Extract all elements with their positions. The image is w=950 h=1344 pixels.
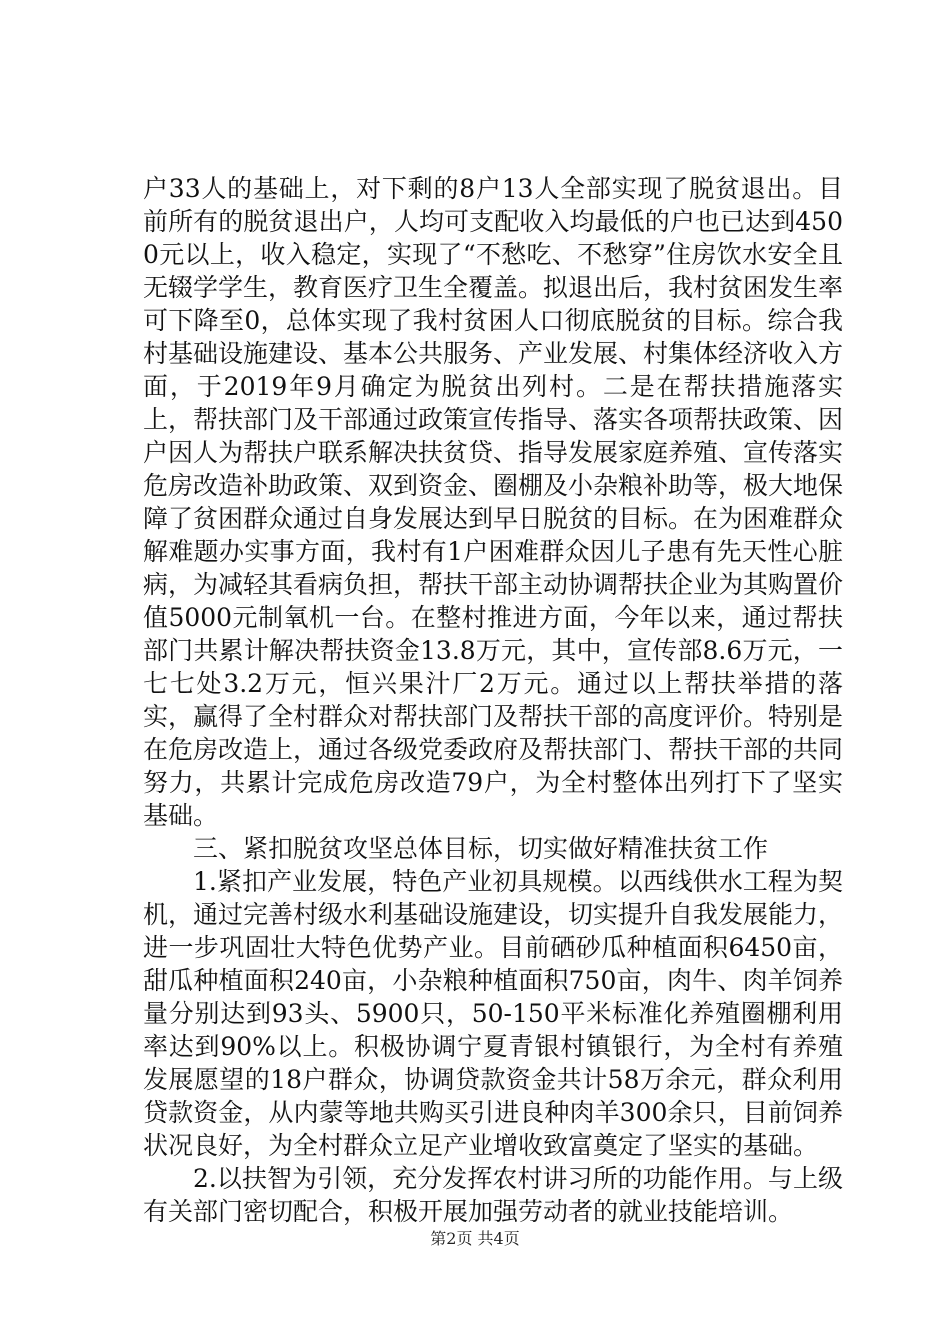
section-heading: 三、紧扣脱贫攻坚总体目标，切实做好精准扶贫工作 [193, 834, 769, 863]
page-number-footer: 第2页 共4页 [430, 1229, 520, 1248]
document-body [143, 172, 843, 1228]
paragraph-item-2: 2.以扶智为引领，充分发挥农村讲习所的功能作用。与上级有关部门密切配合，积极开展加强劳动者的就业技能培训。 [143, 1164, 843, 1226]
paragraph-item-1: 1.紧扣产业发展，特色产业初具规模。以西线供水工程为契机，通过完善村级水利基础设施建设，切实提升自我发展能力，进一步巩固壮大特色优势产业。目前硒砂瓜种植面积6450亩，甜瓜种植面积240亩，小杂粮种植面积750亩，肉牛、肉羊饲养量分别达到93头、5900只，50-150平米标准化养殖圈棚利用率达到90%以上。积极协调宁夏青银村镇银行，为全村有养殖发展愿望的18户群众，协调贷款资金共计58万余元，群众利用贷款资金，从内蒙等地共购买引进良种肉羊300余只，目前饲养状况良好，为全村群众立足产业增收致富奠定了坚实的基础。 [143, 867, 844, 1160]
paragraph-continued: 户33人的基础上，对下剩的8户13人全部实现了脱贫退出。目前所有的脱贫退出户，人均可支配收入均最低的户也已达到4500元以上，收入稳定，实现了“不愁吃、不愁穿”住房饮水安全且无辍学学生，教育医疗卫生全覆盖。拟退出后，我村贫困发生率可下降至0，总体实现了我村贫困人口彻底脱贫的目标。综合我村基础设施建设、基本公共服务、产业发展、村集体经济收入方面，于2019年9月确定为脱贫出列村。二是在帮扶措施落实上，帮扶部门及干部通过政策宣传指导、落实各项帮扶政策、因户因人为帮扶户联系解决扶贫贷、指导发展家庭养殖、宣传落实危房改造补助政策、双到资金、圈棚及小杂粮补助等，极大地保障了贫困群众通过自身发展达到早日脱贫的目标。在为困难群众解难题办实事方面，我村有1户困难群众因儿子患有先天性心脏病，为减轻其看病负担，帮扶干部主动协调帮扶企业为其购置价值5000元制氧机一台。在整村推进方面，今年以来，通过帮扶部门共累计解决帮扶资金13.8万元，其中，宣传部8.6万元，一七七处3.2万元，恒兴果汁厂2万元。通过以上帮扶举措的落实，赢得了全村群众对帮扶部门及帮扶干部的高度评价。特别是在危房改造上，通过各级党委政府及帮扶部门、帮扶干部的共同努力，共累计完成危房改造79户，为全村整体出列打下了坚实基础。 [143, 174, 844, 830]
